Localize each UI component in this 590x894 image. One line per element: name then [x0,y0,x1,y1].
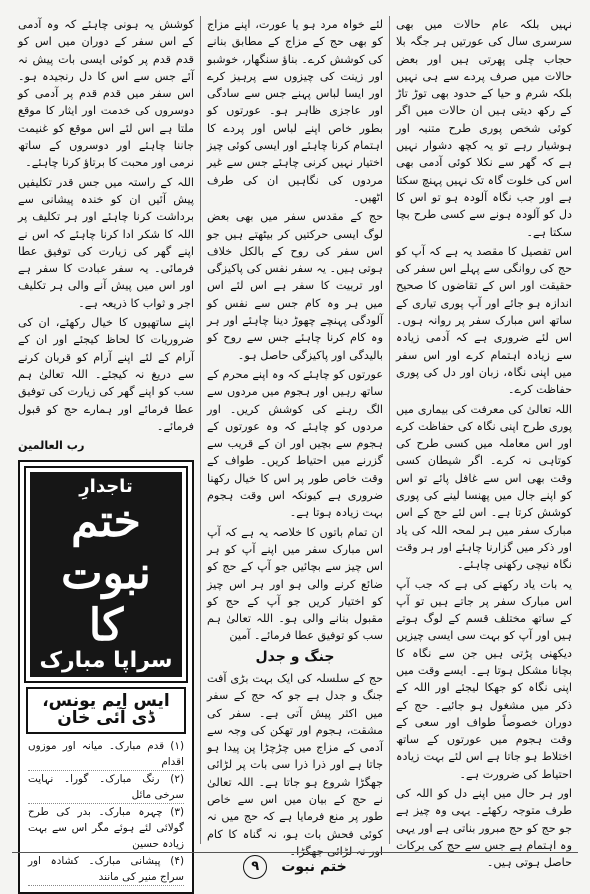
paragraph: نہیں بلکہ عام حالات میں بھی سرسری سال کی عورتیں ہر جگہ بلا حجاب چلی پھرتی ہیں اور بعض حالات میں صرف پردے سے ہی نہیں بلکہ شرم و حیا کے حدود بھی توڑ تاڑ کے رکھ دیتی ہیں ان حالات میں اگر کوئی شخص پوری طرح متنبہ اور ہوشیار رہے تو یہ کچھ دشوار نہیں ہے کہ گھر سے نکلا کوئی آدمی بھی اس کی خلوت گاہ تک نہیں پہنچ سکتا ہے اور جب نگاہ آلودہ ہو تو اس کا دل کو آلودہ ہونے سے کسی طرح بچا سکتا ہے۔ [396,18,572,239]
article-columns [12,16,578,883]
paragraph: اللہ کے راستہ میں جس قدر تکلیفیں پیش آئیں ان کو خندہ پیشانی سے برداشت کرنا چاہئے اور ہر تکلیف پر اللہ کا شکر ادا کرنا چاہئے کہ اس نے اپنے گھر کی زیارت کی توفیق عطا فرمائی۔ یہ سفر عبادت کا سفر ہے اور اس میں پیش آنے والی ہر تکلیف اجر و ثواب کا ذریعہ ہے۔ [18,175,194,310]
publication-name: ختم نبوت [281,859,347,875]
footer-divider [12,852,578,853]
closing-line: رب العالمین [18,439,85,453]
paragraph: حج کے سلسلہ کی ایک بہت بڑی آفت جنگ و جدل ہے جو کہ حج کے سفر میں اکثر پیش آتی ہے۔ سفر کی مشقت، ہجوم اور تھکن کی وجہ سے آدمی کے مزاج میں چڑچڑا پن پیدا ہو جاتا ہے اور ذرا ذرا سی بات پر لڑائی جھگڑا شروع ہو جاتا ہے۔ اللہ تعالیٰ نے حج کے بیان میں اس سے خاص طور پر منع فرمایا ہے کہ حج میں نہ کوئی فحش بات ہو، نہ گناہ کا کام اور نہ لڑائی جھگڑا۔ [207,671,383,858]
paragraph: کوشش یہ ہونی چاہئے کہ وہ آدمی کے اس سفر کے دوران میں اس کو قدم قدم پر کوئی ایسی بات پیش نہ آئے جس سے اس کا دل رنجیدہ ہو۔ اس سفر میں قدم قدم پر آدمی کو دوسروں کی خدمت اور ایثار کا موقع ملتا ہے اس لئے اس موقع کو غنیمت جاننا چاہئے اور دوسروں کے ساتھ نرمی اور محبت کا برتاؤ کرنا چاہئے۔ [18,18,194,170]
ad-title-block [26,468,186,681]
section-heading: جنگ و جدل [255,648,335,665]
column-left [12,16,201,883]
paragraph: اس تفصیل کا مقصد یہ ہے کہ آپ کو حج کی روانگی سے پہلے اس سفر کی حقیقت اور اس کے تقاضوں کا صحیح اندازہ ہو جائے اور آپ پوری تیاری کے ساتھ اس مبارک سفر پر روانہ ہوں۔ اس لئے ضروری ہے کہ آدمی زیادہ سے زیادہ اہتمام کرے اور اس سفر میں اپنی نگاہ، زبان اور دل کی پوری حفاظت کرے۔ [396,244,572,397]
paragraph: اللہ تعالیٰ کی معرفت کی بیماری میں پوری طرح اپنی نگاہ کی حفاظت کرے اور اس معاملہ میں کسی طرح کی کوتاہی نہ کرے۔ اگر شیطان کسی وقت بھی اس سے غافل پائے تو اس کو اپنے جال میں پھنسا لینے کی پوری کوشش کرتا ہے۔ اس لئے حج کے اس مبارک سفر میں ہر لمحہ اللہ کی یاد اور ذکر میں گزارنا چاہئے اور ہر وقت نگاہ نیچی رکھنی چاہئے۔ [396,402,572,572]
ad-title-bottom: سراپا مبارک [39,647,173,673]
ad-title-top: تاجدارِ [79,476,133,498]
list-item: (۲) رنگ مبارک۔ گورا۔ نہایت سرخی مائل [28,771,184,804]
page-footer [0,855,590,879]
ad-title-main: ختم نبوت کا [61,495,151,651]
paragraph: عورتوں کو چاہئے کہ وہ اپنے محرم کے ساتھ رہیں اور ہجوم میں مردوں سے الگ رہنے کی کوشش کریں۔ اور مردوں کو چاہئے کہ وہ عورتوں کے ہجوم سے بچیں اور ان کے قریب سے گزرنے میں احتیاط کریں۔ طواف کے وقت خاص طور پر اس کا خیال رکھنا ضروری ہے کیونکہ اس وقت ہجوم بہت زیادہ ہوتا ہے۔ [207,367,383,520]
paragraph: حج کے مقدس سفر میں بھی بعض لوگ ایسی حرکتیں کر بیٹھتے ہیں جو اس سفر کی روح کے بالکل خلاف ہوتی ہیں۔ یہ سفر نفس کی پاکیزگی اور تربیت کا سفر ہے اس لئے اس میں ہر وہ کام جس سے نفس کو آلودگی پہنچے چھوڑ دینا چاہئے اور ہر وہ کام کرنا چاہئے جس سے روح کو بالیدگی اور پاکیزگی حاصل ہو۔ [207,210,383,362]
paragraph: یہ بات یاد رکھنے کی ہے کہ جب آپ اس مبارک سفر پر جاتے ہیں تو آپ کے ساتھ مختلف قسم کے لوگ ہوتے ہیں اور آپ کو بہت سی ایسی چیزیں دیکھنی پڑتی ہیں جن سے نگاہ کا بچانا مشکل ہوتا ہے۔ ایسے وقت میں اپنی نگاہ کو جھکا لیجئے اور اللہ کے ذکر میں مشغول ہو جائیے۔ حج کے دوران خصوصاً طواف اور سعی کے وقت ہجوم میں عورتوں کے ساتھ اختلاط ہو جاتا ہے اس لئے بہت زیادہ احتیاط کی ضرورت ہے۔ [396,577,572,781]
paragraph: اپنے ساتھیوں کا خیال رکھئے، ان کی ضروریات کا لحاظ کیجئے اور ان کے آرام کے لئے اپنے آرام کو قربان کرنے سے دریغ نہ کیجئے۔ اللہ تعالیٰ ہم سب کو اپنے گھر کی زیارت کی توفیق عطا فرمائے اور ہمارے حج کو قبول فرمائے۔ [18,316,194,433]
paragraph: لئے خواہ مرد ہو یا عورت، اپنے مزاج کو بھی حج کے مزاج کے مطابق بنانے کی کوشش کرے۔ بناؤ سنگھار، خوشبو اور زینت کی چیزوں سے پرہیز کرے اور ایسا لباس پہنے جس سے سادگی اور عاجزی ظاہر ہو۔ عورتوں کو بطور خاص اپنے لباس اور پردے کا اہتمام کرنا چاہئے اور ایسی کوئی چیز اختیار نہیں کرنی چاہئے جس سے غیر مردوں کی نگاہیں ان کی طرف اٹھیں۔ [207,18,383,204]
list-item: (۳) چہرہ مبارک۔ بدر کی طرح گولائی لئے ہوئے مگر اس سے بہت زیادہ حسین [28,804,184,853]
column-right [390,16,578,870]
page-number: ۹ [243,855,267,879]
paragraph: اور ہر حال میں اپنے دل کو اللہ کی طرف متوجہ رکھئے۔ یہی وہ چیز ہے جو حج کو حج مبرور بناتی ہے اور یہی وہ اہتمام ہے جس سے حج کی برکات حاصل ہوتی ہیں۔ [396,787,572,870]
paragraph: ان تمام باتوں کا خلاصہ یہ ہے کہ آپ اس مبارک سفر میں اپنے آپ کو ہر اس چیز سے بچائیں جو آپ کے حج کو ضائع کرنے والی ہو اور ہر اس چیز کو اختیار کریں جو آپ کے حج کو مقبول بنانے والی ہو۔ اللہ تعالیٰ ہم سب کو توفیق عطا فرمائے۔ آمین [207,525,383,643]
column-middle [201,16,390,858]
ad-author: ایس ایم یونس، ڈی آئی خان [26,687,186,734]
list-item: (۱) قدم مبارک۔ میانہ اور موزوں اقدام [28,738,184,771]
list-item: (۴) پیشانی مبارک۔ کشادہ اور سراج منیر کی مانند [28,853,184,886]
article-advertisement [18,460,194,893]
